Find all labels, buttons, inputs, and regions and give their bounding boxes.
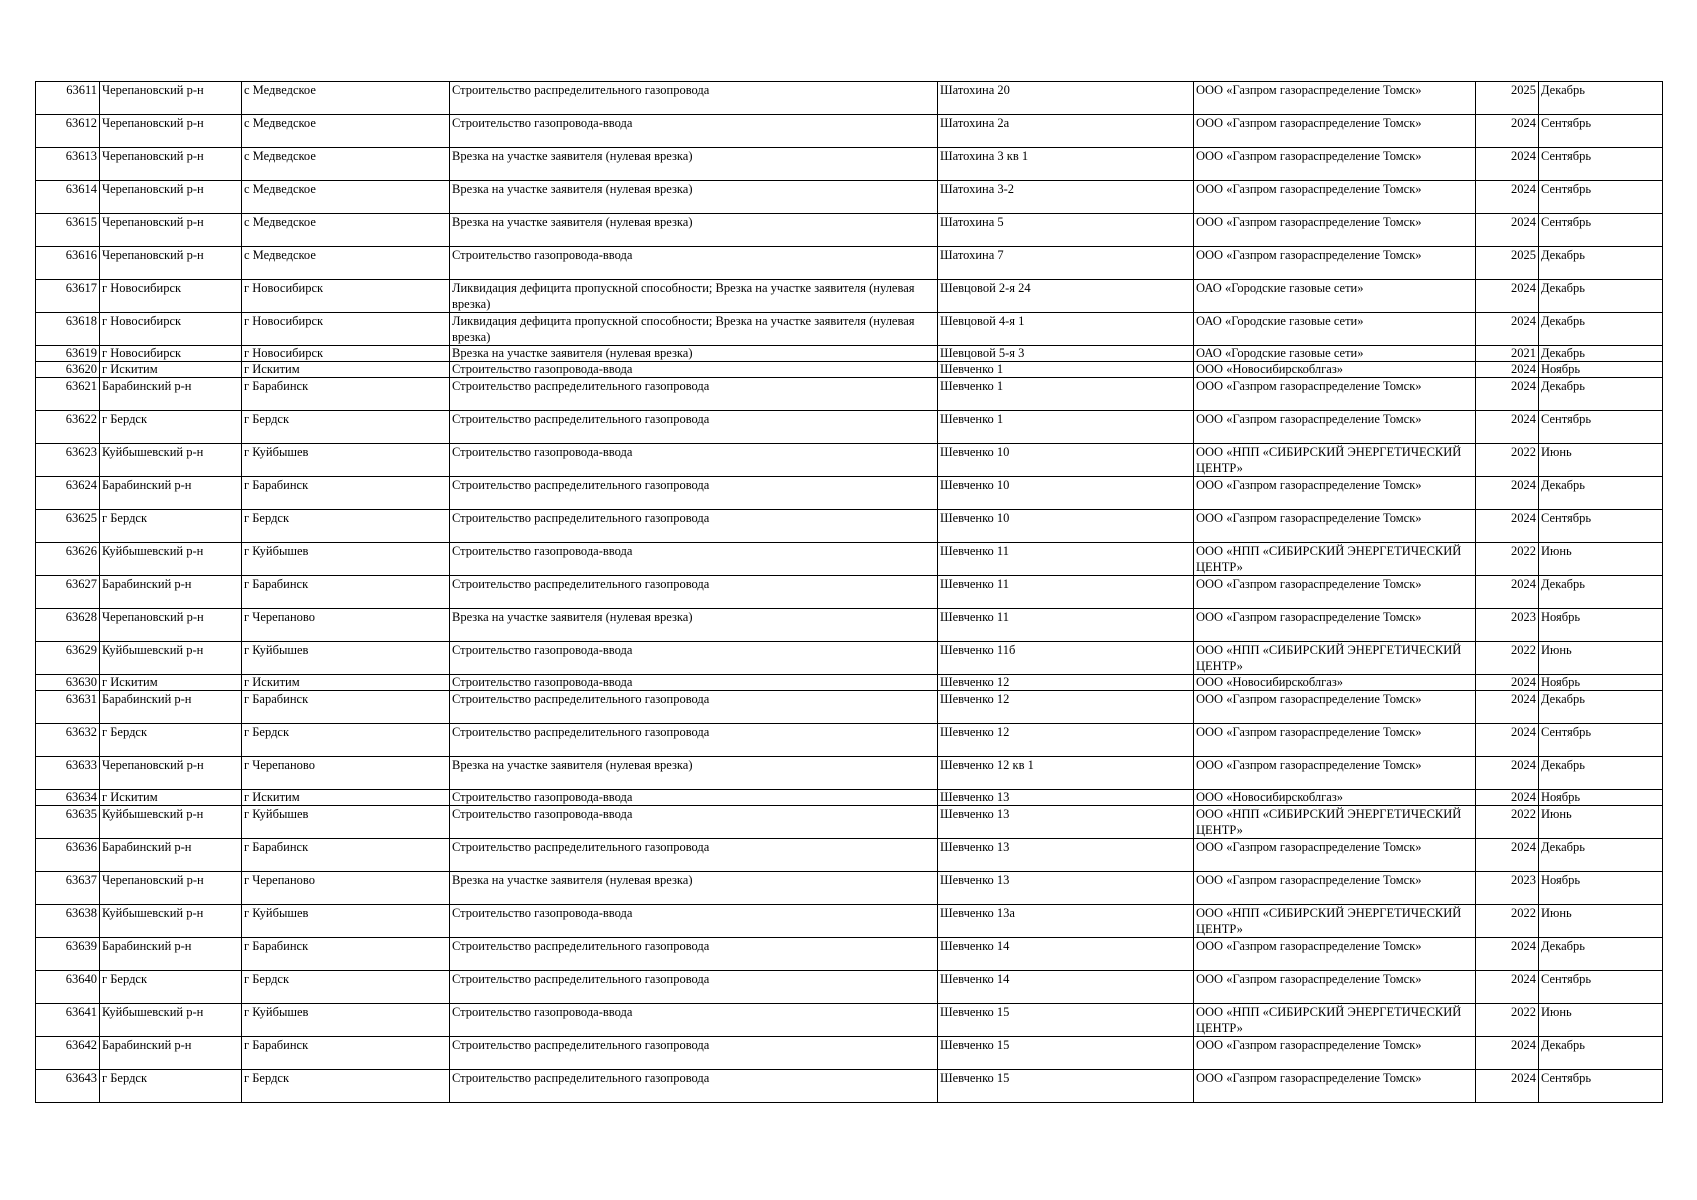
year-cell: 2024 [1476,691,1539,724]
organization-cell: ООО «НПП «СИБИРСКИЙ ЭНЕРГЕТИЧЕСКИЙ ЦЕНТР» [1194,806,1476,839]
table-row [36,971,1663,1004]
organization-cell: ОАО «Городские газовые сети» [1194,313,1476,346]
year-cell: 2024 [1476,675,1539,691]
locality-cell: г Куйбышев [242,806,450,839]
locality-cell: с Медведское [242,115,450,148]
address-cell: Шевченко 1 [938,378,1194,411]
organization-cell: ООО «НПП «СИБИРСКИЙ ЭНЕРГЕТИЧЕСКИЙ ЦЕНТР» [1194,543,1476,576]
month-cell: Сентябрь [1539,510,1663,543]
month-cell: Сентябрь [1539,724,1663,757]
locality-cell: г Бердск [242,510,450,543]
address-cell: Шевченко 11 [938,576,1194,609]
district-cell: г Бердск [100,724,242,757]
locality-cell: г Бердск [242,971,450,1004]
row-number-cell: 63628 [36,609,100,642]
row-number-cell: 63622 [36,411,100,444]
year-cell: 2024 [1476,411,1539,444]
registry-body [36,82,1663,1103]
locality-cell: г Куйбышев [242,543,450,576]
work-type-cell: Ликвидация дефицита пропускной способности; Врезка на участке заявителя (нулевая врезка) [450,280,938,313]
organization-cell: ООО «Газпром газораспределение Томск» [1194,691,1476,724]
month-cell: Ноябрь [1539,872,1663,905]
organization-cell: ООО «Газпром газораспределение Томск» [1194,148,1476,181]
row-number-cell: 63633 [36,757,100,790]
row-number-cell: 63637 [36,872,100,905]
address-cell: Шатохина 5 [938,214,1194,247]
month-cell: Декабрь [1539,477,1663,510]
table-row [36,675,1663,691]
district-cell: Черепановский р-н [100,214,242,247]
month-cell: Декабрь [1539,82,1663,115]
organization-cell: ООО «Газпром газораспределение Томск» [1194,214,1476,247]
row-number-cell: 63616 [36,247,100,280]
year-cell: 2023 [1476,609,1539,642]
district-cell: г Новосибирск [100,313,242,346]
month-cell: Декабрь [1539,938,1663,971]
district-cell: г Искитим [100,790,242,806]
year-cell: 2024 [1476,576,1539,609]
year-cell: 2022 [1476,806,1539,839]
row-number-cell: 63614 [36,181,100,214]
address-cell: Шевченко 13 [938,790,1194,806]
year-cell: 2024 [1476,510,1539,543]
table-row [36,362,1663,378]
gasification-registry-table [35,81,1663,1103]
organization-cell: ООО «Новосибирскоблгаз» [1194,790,1476,806]
work-type-cell: Строительство распределительного газопровода [450,938,938,971]
table-row [36,346,1663,362]
year-cell: 2024 [1476,313,1539,346]
organization-cell: ООО «Газпром газораспределение Томск» [1194,757,1476,790]
month-cell: Сентябрь [1539,181,1663,214]
locality-cell: г Черепаново [242,757,450,790]
work-type-cell: Строительство газопровода-ввода [450,362,938,378]
table-row [36,1070,1663,1103]
work-type-cell: Строительство распределительного газопровода [450,839,938,872]
address-cell: Шевченко 12 [938,675,1194,691]
address-cell: Шевченко 14 [938,971,1194,1004]
work-type-cell: Врезка на участке заявителя (нулевая врезка) [450,181,938,214]
district-cell: Барабинский р-н [100,839,242,872]
district-cell: Черепановский р-н [100,115,242,148]
locality-cell: с Медведское [242,181,450,214]
district-cell: Черепановский р-н [100,872,242,905]
work-type-cell: Врезка на участке заявителя (нулевая врезка) [450,872,938,905]
table-row [36,576,1663,609]
district-cell: г Искитим [100,675,242,691]
year-cell: 2024 [1476,724,1539,757]
work-type-cell: Строительство газопровода-ввода [450,675,938,691]
district-cell: г Новосибирск [100,346,242,362]
locality-cell: г Искитим [242,790,450,806]
table-row [36,214,1663,247]
year-cell: 2024 [1476,148,1539,181]
month-cell: Сентябрь [1539,1070,1663,1103]
work-type-cell: Врезка на участке заявителя (нулевая врезка) [450,346,938,362]
table-row [36,148,1663,181]
address-cell: Шевченко 10 [938,477,1194,510]
table-row [36,724,1663,757]
district-cell: Барабинский р-н [100,938,242,971]
year-cell: 2022 [1476,1004,1539,1037]
year-cell: 2024 [1476,938,1539,971]
work-type-cell: Строительство распределительного газопровода [450,724,938,757]
locality-cell: г Бердск [242,724,450,757]
month-cell: Декабрь [1539,280,1663,313]
year-cell: 2021 [1476,346,1539,362]
year-cell: 2022 [1476,642,1539,675]
work-type-cell: Строительство газопровода-ввода [450,115,938,148]
table-row [36,477,1663,510]
address-cell: Шевченко 15 [938,1004,1194,1037]
year-cell: 2024 [1476,378,1539,411]
organization-cell: ООО «Газпром газораспределение Томск» [1194,477,1476,510]
month-cell: Ноябрь [1539,790,1663,806]
month-cell: Июнь [1539,444,1663,477]
locality-cell: г Черепаново [242,872,450,905]
district-cell: г Бердск [100,1070,242,1103]
address-cell: Шевченко 13 [938,872,1194,905]
row-number-cell: 63632 [36,724,100,757]
organization-cell: ООО «Газпром газораспределение Томск» [1194,724,1476,757]
locality-cell: г Бердск [242,1070,450,1103]
work-type-cell: Строительство газопровода-ввода [450,543,938,576]
locality-cell: г Куйбышев [242,444,450,477]
locality-cell: с Медведское [242,214,450,247]
work-type-cell: Врезка на участке заявителя (нулевая врезка) [450,148,938,181]
organization-cell: ООО «Газпром газораспределение Томск» [1194,938,1476,971]
organization-cell: ООО «Газпром газораспределение Томск» [1194,411,1476,444]
month-cell: Ноябрь [1539,609,1663,642]
district-cell: Барабинский р-н [100,1037,242,1070]
table-row [36,82,1663,115]
organization-cell: ОАО «Городские газовые сети» [1194,280,1476,313]
organization-cell: ООО «Новосибирскоблгаз» [1194,675,1476,691]
row-number-cell: 63620 [36,362,100,378]
organization-cell: ООО «НПП «СИБИРСКИЙ ЭНЕРГЕТИЧЕСКИЙ ЦЕНТР» [1194,444,1476,477]
table-row [36,313,1663,346]
table-row [36,181,1663,214]
organization-cell: ООО «Новосибирскоблгаз» [1194,362,1476,378]
row-number-cell: 63619 [36,346,100,362]
year-cell: 2022 [1476,444,1539,477]
year-cell: 2024 [1476,1070,1539,1103]
locality-cell: с Медведское [242,148,450,181]
table-row [36,378,1663,411]
table-row [36,1037,1663,1070]
work-type-cell: Строительство газопровода-ввода [450,790,938,806]
year-cell: 2024 [1476,181,1539,214]
address-cell: Шевченко 1 [938,411,1194,444]
year-cell: 2024 [1476,214,1539,247]
table-row [36,691,1663,724]
year-cell: 2024 [1476,477,1539,510]
organization-cell: ООО «НПП «СИБИРСКИЙ ЭНЕРГЕТИЧЕСКИЙ ЦЕНТР» [1194,642,1476,675]
district-cell: г Бердск [100,510,242,543]
work-type-cell: Строительство распределительного газопровода [450,576,938,609]
month-cell: Сентябрь [1539,214,1663,247]
address-cell: Шевченко 1 [938,362,1194,378]
month-cell: Декабрь [1539,346,1663,362]
month-cell: Декабрь [1539,839,1663,872]
address-cell: Шевченко 12 [938,724,1194,757]
address-cell: Шатохина 3 кв 1 [938,148,1194,181]
address-cell: Шевченко 10 [938,510,1194,543]
month-cell: Декабрь [1539,247,1663,280]
district-cell: Барабинский р-н [100,378,242,411]
table-row [36,757,1663,790]
address-cell: Шевченко 11 [938,609,1194,642]
organization-cell: ООО «Газпром газораспределение Томск» [1194,115,1476,148]
year-cell: 2024 [1476,790,1539,806]
month-cell: Декабрь [1539,313,1663,346]
work-type-cell: Врезка на участке заявителя (нулевая врезка) [450,757,938,790]
row-number-cell: 63641 [36,1004,100,1037]
locality-cell: г Новосибирск [242,280,450,313]
address-cell: Шевцовой 5-я 3 [938,346,1194,362]
table-row [36,938,1663,971]
year-cell: 2025 [1476,247,1539,280]
district-cell: Куйбышевский р-н [100,905,242,938]
organization-cell: ООО «Газпром газораспределение Томск» [1194,872,1476,905]
work-type-cell: Строительство распределительного газопровода [450,691,938,724]
month-cell: Июнь [1539,806,1663,839]
organization-cell: ООО «Газпром газораспределение Томск» [1194,1070,1476,1103]
address-cell: Шевченко 12 кв 1 [938,757,1194,790]
year-cell: 2024 [1476,115,1539,148]
work-type-cell: Строительство распределительного газопровода [450,1070,938,1103]
work-type-cell: Строительство распределительного газопровода [450,510,938,543]
locality-cell: г Черепаново [242,609,450,642]
month-cell: Сентябрь [1539,115,1663,148]
row-number-cell: 63638 [36,905,100,938]
address-cell: Шевченко 12 [938,691,1194,724]
year-cell: 2024 [1476,971,1539,1004]
address-cell: Шевченко 13а [938,905,1194,938]
district-cell: Черепановский р-н [100,247,242,280]
organization-cell: ООО «Газпром газораспределение Томск» [1194,971,1476,1004]
address-cell: Шатохина 7 [938,247,1194,280]
district-cell: г Бердск [100,971,242,1004]
locality-cell: г Куйбышев [242,905,450,938]
locality-cell: г Куйбышев [242,642,450,675]
organization-cell: ООО «Газпром газораспределение Томск» [1194,1037,1476,1070]
address-cell: Шатохина 20 [938,82,1194,115]
locality-cell: г Искитим [242,675,450,691]
table-row [36,609,1663,642]
district-cell: Барабинский р-н [100,477,242,510]
month-cell: Декабрь [1539,1037,1663,1070]
table-row [36,1004,1663,1037]
work-type-cell: Врезка на участке заявителя (нулевая врезка) [450,609,938,642]
year-cell: 2024 [1476,362,1539,378]
organization-cell: ООО «НПП «СИБИРСКИЙ ЭНЕРГЕТИЧЕСКИЙ ЦЕНТР» [1194,905,1476,938]
row-number-cell: 63625 [36,510,100,543]
work-type-cell: Строительство газопровода-ввода [450,905,938,938]
address-cell: Шевченко 13 [938,806,1194,839]
month-cell: Июнь [1539,543,1663,576]
work-type-cell: Строительство распределительного газопровода [450,411,938,444]
work-type-cell: Строительство распределительного газопровода [450,971,938,1004]
table-row [36,905,1663,938]
table-row [36,806,1663,839]
row-number-cell: 63643 [36,1070,100,1103]
year-cell: 2024 [1476,280,1539,313]
table-row [36,872,1663,905]
table-row [36,790,1663,806]
organization-cell: ОАО «Городские газовые сети» [1194,346,1476,362]
work-type-cell: Строительство газопровода-ввода [450,1004,938,1037]
district-cell: Куйбышевский р-н [100,642,242,675]
address-cell: Шевченко 11 [938,543,1194,576]
work-type-cell: Строительство газопровода-ввода [450,444,938,477]
work-type-cell: Строительство распределительного газопровода [450,477,938,510]
district-cell: Куйбышевский р-н [100,444,242,477]
address-cell: Шевченко 10 [938,444,1194,477]
organization-cell: ООО «Газпром газораспределение Томск» [1194,247,1476,280]
locality-cell: г Новосибирск [242,313,450,346]
row-number-cell: 63626 [36,543,100,576]
row-number-cell: 63613 [36,148,100,181]
address-cell: Шевченко 15 [938,1070,1194,1103]
district-cell: Черепановский р-н [100,82,242,115]
row-number-cell: 63640 [36,971,100,1004]
table-row [36,247,1663,280]
year-cell: 2024 [1476,839,1539,872]
row-number-cell: 63623 [36,444,100,477]
work-type-cell: Строительство газопровода-ввода [450,806,938,839]
district-cell: Барабинский р-н [100,691,242,724]
district-cell: г Новосибирск [100,280,242,313]
work-type-cell: Ликвидация дефицита пропускной способности; Врезка на участке заявителя (нулевая врезка) [450,313,938,346]
row-number-cell: 63612 [36,115,100,148]
month-cell: Июнь [1539,1004,1663,1037]
table-row [36,642,1663,675]
table-row [36,839,1663,872]
row-number-cell: 63642 [36,1037,100,1070]
district-cell: Барабинский р-н [100,576,242,609]
row-number-cell: 63621 [36,378,100,411]
row-number-cell: 63634 [36,790,100,806]
year-cell: 2022 [1476,543,1539,576]
row-number-cell: 63617 [36,280,100,313]
work-type-cell: Врезка на участке заявителя (нулевая врезка) [450,214,938,247]
work-type-cell: Строительство газопровода-ввода [450,247,938,280]
organization-cell: ООО «Газпром газораспределение Томск» [1194,839,1476,872]
row-number-cell: 63629 [36,642,100,675]
table-row [36,115,1663,148]
locality-cell: г Барабинск [242,576,450,609]
table-row [36,411,1663,444]
address-cell: Шевченко 13 [938,839,1194,872]
table-row [36,510,1663,543]
row-number-cell: 63615 [36,214,100,247]
month-cell: Сентябрь [1539,411,1663,444]
locality-cell: г Барабинск [242,1037,450,1070]
row-number-cell: 63618 [36,313,100,346]
year-cell: 2025 [1476,82,1539,115]
locality-cell: г Барабинск [242,477,450,510]
organization-cell: ООО «Газпром газораспределение Томск» [1194,181,1476,214]
year-cell: 2024 [1476,1037,1539,1070]
month-cell: Сентябрь [1539,148,1663,181]
work-type-cell: Строительство распределительного газопровода [450,378,938,411]
month-cell: Декабрь [1539,691,1663,724]
locality-cell: с Медведское [242,82,450,115]
address-cell: Шевченко 14 [938,938,1194,971]
district-cell: Черепановский р-н [100,148,242,181]
month-cell: Декабрь [1539,757,1663,790]
month-cell: Сентябрь [1539,971,1663,1004]
district-cell: г Искитим [100,362,242,378]
row-number-cell: 63635 [36,806,100,839]
district-cell: Куйбышевский р-н [100,806,242,839]
table-row [36,280,1663,313]
locality-cell: г Барабинск [242,938,450,971]
row-number-cell: 63639 [36,938,100,971]
row-number-cell: 63627 [36,576,100,609]
locality-cell: г Барабинск [242,691,450,724]
address-cell: Шатохина 3-2 [938,181,1194,214]
month-cell: Ноябрь [1539,675,1663,691]
organization-cell: ООО «Газпром газораспределение Томск» [1194,82,1476,115]
year-cell: 2022 [1476,905,1539,938]
year-cell: 2023 [1476,872,1539,905]
organization-cell: ООО «Газпром газораспределение Томск» [1194,609,1476,642]
locality-cell: г Барабинск [242,378,450,411]
district-cell: Куйбышевский р-н [100,1004,242,1037]
year-cell: 2024 [1476,757,1539,790]
row-number-cell: 63611 [36,82,100,115]
table-row [36,543,1663,576]
table-row [36,444,1663,477]
locality-cell: г Бердск [242,411,450,444]
month-cell: Декабрь [1539,378,1663,411]
locality-cell: г Куйбышев [242,1004,450,1037]
month-cell: Июнь [1539,905,1663,938]
address-cell: Шевченко 15 [938,1037,1194,1070]
locality-cell: г Искитим [242,362,450,378]
address-cell: Шевцовой 2-я 24 [938,280,1194,313]
locality-cell: с Медведское [242,247,450,280]
address-cell: Шевченко 11б [938,642,1194,675]
district-cell: Черепановский р-н [100,609,242,642]
row-number-cell: 63624 [36,477,100,510]
district-cell: г Бердск [100,411,242,444]
row-number-cell: 63630 [36,675,100,691]
locality-cell: г Барабинск [242,839,450,872]
organization-cell: ООО «Газпром газораспределение Томск» [1194,510,1476,543]
month-cell: Ноябрь [1539,362,1663,378]
month-cell: Июнь [1539,642,1663,675]
address-cell: Шевцовой 4-я 1 [938,313,1194,346]
row-number-cell: 63636 [36,839,100,872]
district-cell: Черепановский р-н [100,181,242,214]
address-cell: Шатохина 2а [938,115,1194,148]
row-number-cell: 63631 [36,691,100,724]
organization-cell: ООО «Газпром газораспределение Томск» [1194,576,1476,609]
organization-cell: ООО «Газпром газораспределение Томск» [1194,378,1476,411]
work-type-cell: Строительство распределительного газопровода [450,82,938,115]
district-cell: Черепановский р-н [100,757,242,790]
month-cell: Декабрь [1539,576,1663,609]
district-cell: Куйбышевский р-н [100,543,242,576]
work-type-cell: Строительство газопровода-ввода [450,642,938,675]
organization-cell: ООО «НПП «СИБИРСКИЙ ЭНЕРГЕТИЧЕСКИЙ ЦЕНТР» [1194,1004,1476,1037]
locality-cell: г Новосибирск [242,346,450,362]
work-type-cell: Строительство распределительного газопровода [450,1037,938,1070]
